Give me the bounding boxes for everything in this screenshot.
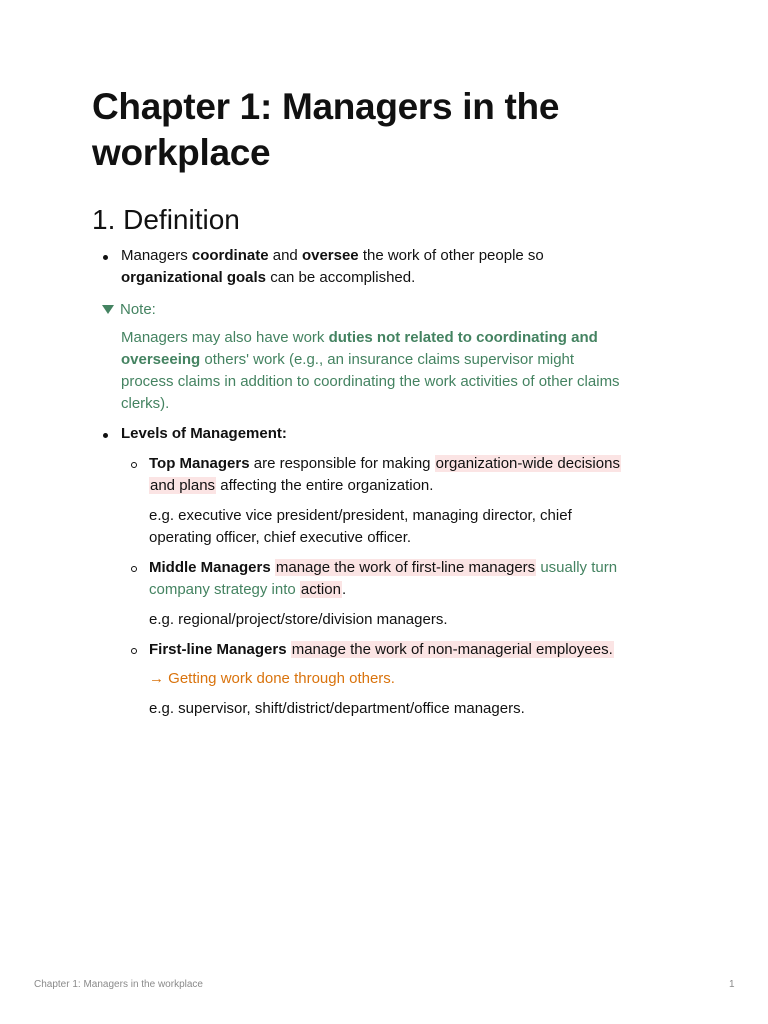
bullet-definition-line1: Managers coordinate and oversee the work of other people so	[121, 247, 544, 264]
footer-title: Chapter 1: Managers in the workplace	[34, 979, 203, 990]
bullet-dot-icon	[103, 255, 108, 260]
highlight: organization-wide decisions	[435, 455, 620, 472]
note-content: Managers may also have work duties not related to coordinating and overseeing others' work (e.g., an insurance claims supervisor might process claims in addition to coordinating the work activities of other claims clerks).	[121, 329, 620, 412]
middle-managers-example: e.g. regional/project/store/division managers.	[149, 611, 448, 628]
note-label: Note:	[120, 300, 156, 318]
levels-label: Levels of Management:	[121, 425, 287, 442]
hollow-circle-icon	[131, 648, 137, 654]
middle-managers-item: Middle Managers manage the work of first-line managers usually turn company strategy into action.	[149, 559, 618, 598]
first-line-managers-example: e.g. supervisor, shift/district/department/office managers.	[149, 700, 525, 717]
bullet-definition	[121, 245, 681, 289]
top-managers-example: e.g. executive vice president/president, managing director, chief operating officer, chief executive officer.	[149, 507, 572, 546]
first-line-managers-item: First-line Managers manage the work of non-managerial employees.	[149, 641, 613, 658]
section-heading: 1. Definition	[92, 204, 240, 235]
bullet-definition-line2: organizational goals can be accomplished.	[121, 269, 416, 286]
hollow-circle-icon	[131, 566, 137, 572]
highlight: action	[300, 581, 341, 598]
page-title: Chapter 1: Managers in the workplace	[92, 86, 560, 173]
first-line-callout: → Getting work done through others.	[149, 670, 395, 687]
highlight: manage the work of non-managerial employees.	[291, 641, 613, 658]
triangle-down-icon[interactable]	[102, 305, 114, 314]
note-toggle[interactable]	[102, 298, 156, 320]
page-number: 1	[729, 979, 735, 990]
highlight: manage the work of first-line managers	[275, 559, 536, 576]
bullet-dot-icon	[103, 433, 108, 438]
top-managers-item: Top Managers are responsible for making organization-wide decisions and plans affecting the entire organization.	[149, 455, 620, 494]
hollow-circle-icon	[131, 462, 137, 468]
highlight: and plans	[150, 477, 216, 494]
